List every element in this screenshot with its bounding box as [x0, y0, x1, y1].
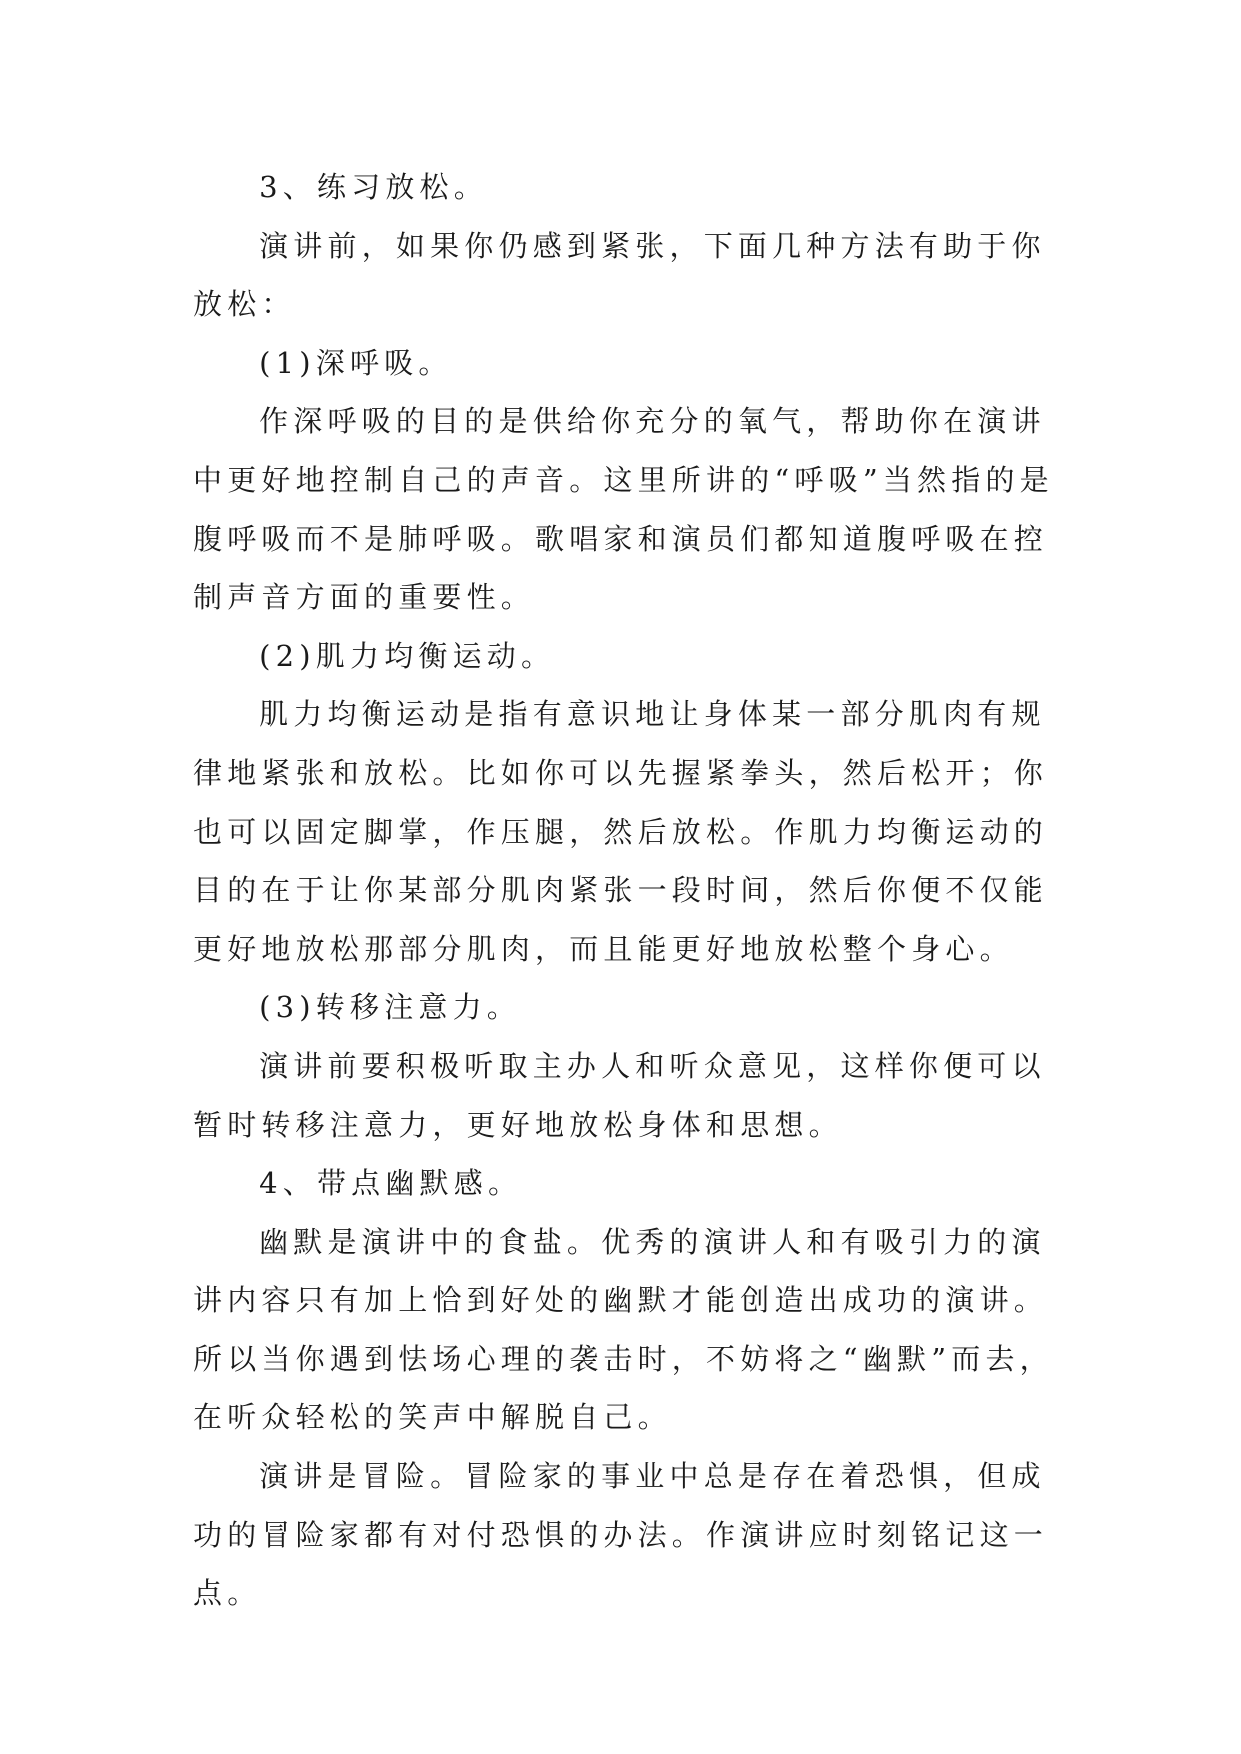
subheading-deep-breathing: (1)深呼吸。: [259, 345, 453, 380]
paragraph-shift-attention: 演讲前要积极听取主办人和听众意见，这样你便可以暂时转移注意力，更好地放松身体和思想。: [193, 1048, 1046, 1142]
paragraph-intro: 演讲前，如果你仍感到紧张，下面几种方法有助于你放松：: [193, 228, 1046, 322]
document-body: [193, 158, 1073, 1623]
paragraph-deep-breathing: 作深呼吸的目的是供给你充分的氧气，帮助你在演讲中更好地控制自己的声音。这里所讲的“呼吸”当然指的是腹呼吸而不是肺呼吸。歌唱家和演员们都知道腹呼吸在控制声音方面的重要性。: [193, 404, 1054, 615]
paragraph-humor: 幽默是演讲中的食盐。优秀的演讲人和有吸引力的演讲内容只有加上恰到好处的幽默才能创造出成功的演讲。所以当你遇到怯场心理的袭击时，不妨将之“幽默”而去，在听众轻松的笑声中解脱自己。: [193, 1224, 1054, 1435]
paragraph-muscle-balance: 肌力均衡运动是指有意识地让身体某一部分肌肉有规律地紧张和放松。比如你可以先握紧拳头，然后松开；你也可以固定脚掌，作压腿，然后放松。作肌力均衡运动的目的在于让你某部分肌肉紧张一段时间，然后你便不仅能更好地放松那部分肌肉，而且能更好地放松整个身心。: [193, 697, 1049, 966]
subheading-muscle-balance: (2)肌力均衡运动。: [259, 638, 556, 673]
subheading-shift-attention: (3)转移注意力。: [259, 990, 521, 1025]
section-heading-relax: 3、练习放松。: [259, 170, 488, 204]
section-heading-humor: 4、带点幽默感。: [259, 1166, 523, 1201]
paragraph-conclusion: 演讲是冒险。冒险家的事业中总是存在着恐惧，但成功的冒险家都有对付恐惧的办法。作演讲应时刻铭记这一点。: [193, 1459, 1049, 1611]
